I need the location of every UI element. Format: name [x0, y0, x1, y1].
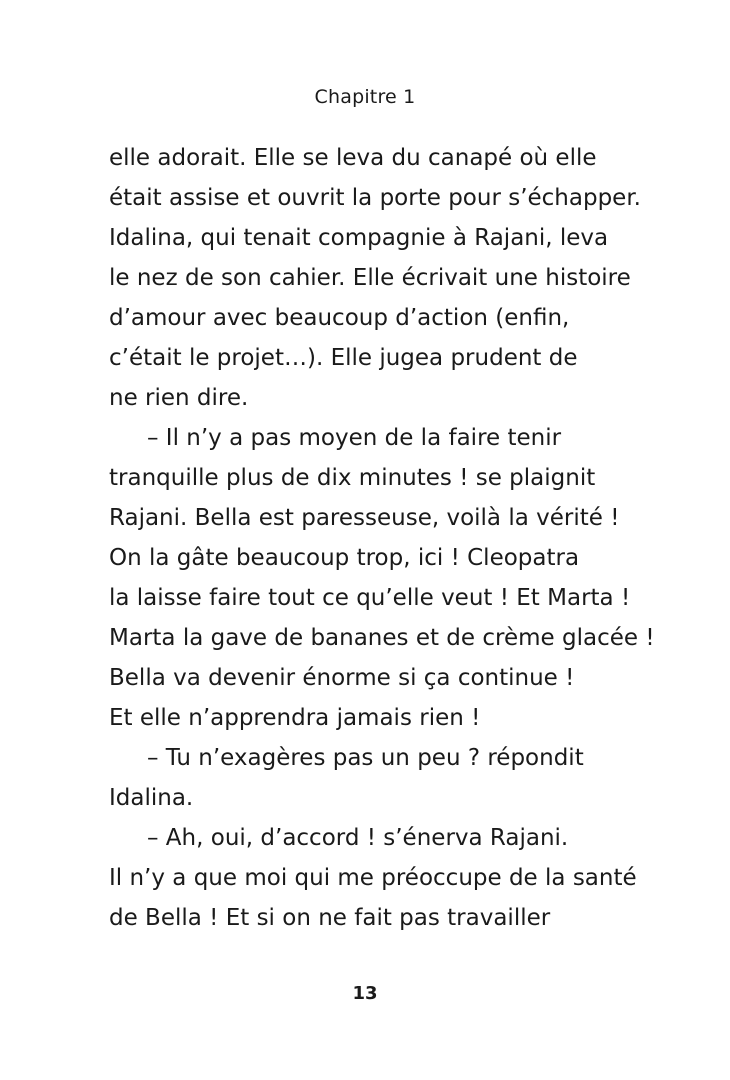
running-head: Chapitre 1 [314, 86, 416, 108]
text-line: Idalina, qui tenait compagnie à Rajani, leva [109, 225, 609, 251]
text-line: elle adorait. Elle se leva du canapé où elle [109, 145, 597, 171]
text-line: d’amour avec beaucoup d’action (enfin, [109, 305, 570, 331]
text-line: Rajani. Bella est paresseuse, voilà la vérité ! [109, 505, 620, 531]
body-text [109, 138, 655, 938]
text-line: – Tu n’exagères pas un peu ? répondit [147, 745, 584, 771]
text-line: Marta la gave de bananes et de crème glacée ! [109, 625, 655, 651]
text-line: de Bella ! Et si on ne fait pas travailler [109, 905, 551, 931]
text-line: Il n’y a que moi qui me préoccupe de la santé [109, 865, 637, 891]
text-line: Idalina. [109, 785, 194, 811]
text-line: le nez de son cahier. Elle écrivait une histoire [109, 265, 631, 291]
text-line: ne rien dire. [109, 385, 249, 411]
text-line: – Il n’y a pas moyen de la faire tenir [147, 425, 562, 451]
text-line: était assise et ouvrit la porte pour s’échapper. [109, 185, 641, 211]
text-line: Et elle n’apprendra jamais rien ! [109, 705, 481, 731]
text-line: – Ah, oui, d’accord ! s’énerva Rajani. [147, 825, 569, 851]
text-line: On la gâte beaucoup trop, ici ! Cleopatra [109, 545, 580, 571]
text-line: tranquille plus de dix minutes ! se plaignit [109, 465, 596, 491]
text-line: Bella va devenir énorme si ça continue ! [109, 665, 575, 691]
text-line: c’était le projet…). Elle jugea prudent de [109, 345, 578, 371]
page-number: 13 [352, 983, 378, 1004]
text-line: la laisse faire tout ce qu’elle veut ! Et Marta ! [109, 585, 631, 611]
